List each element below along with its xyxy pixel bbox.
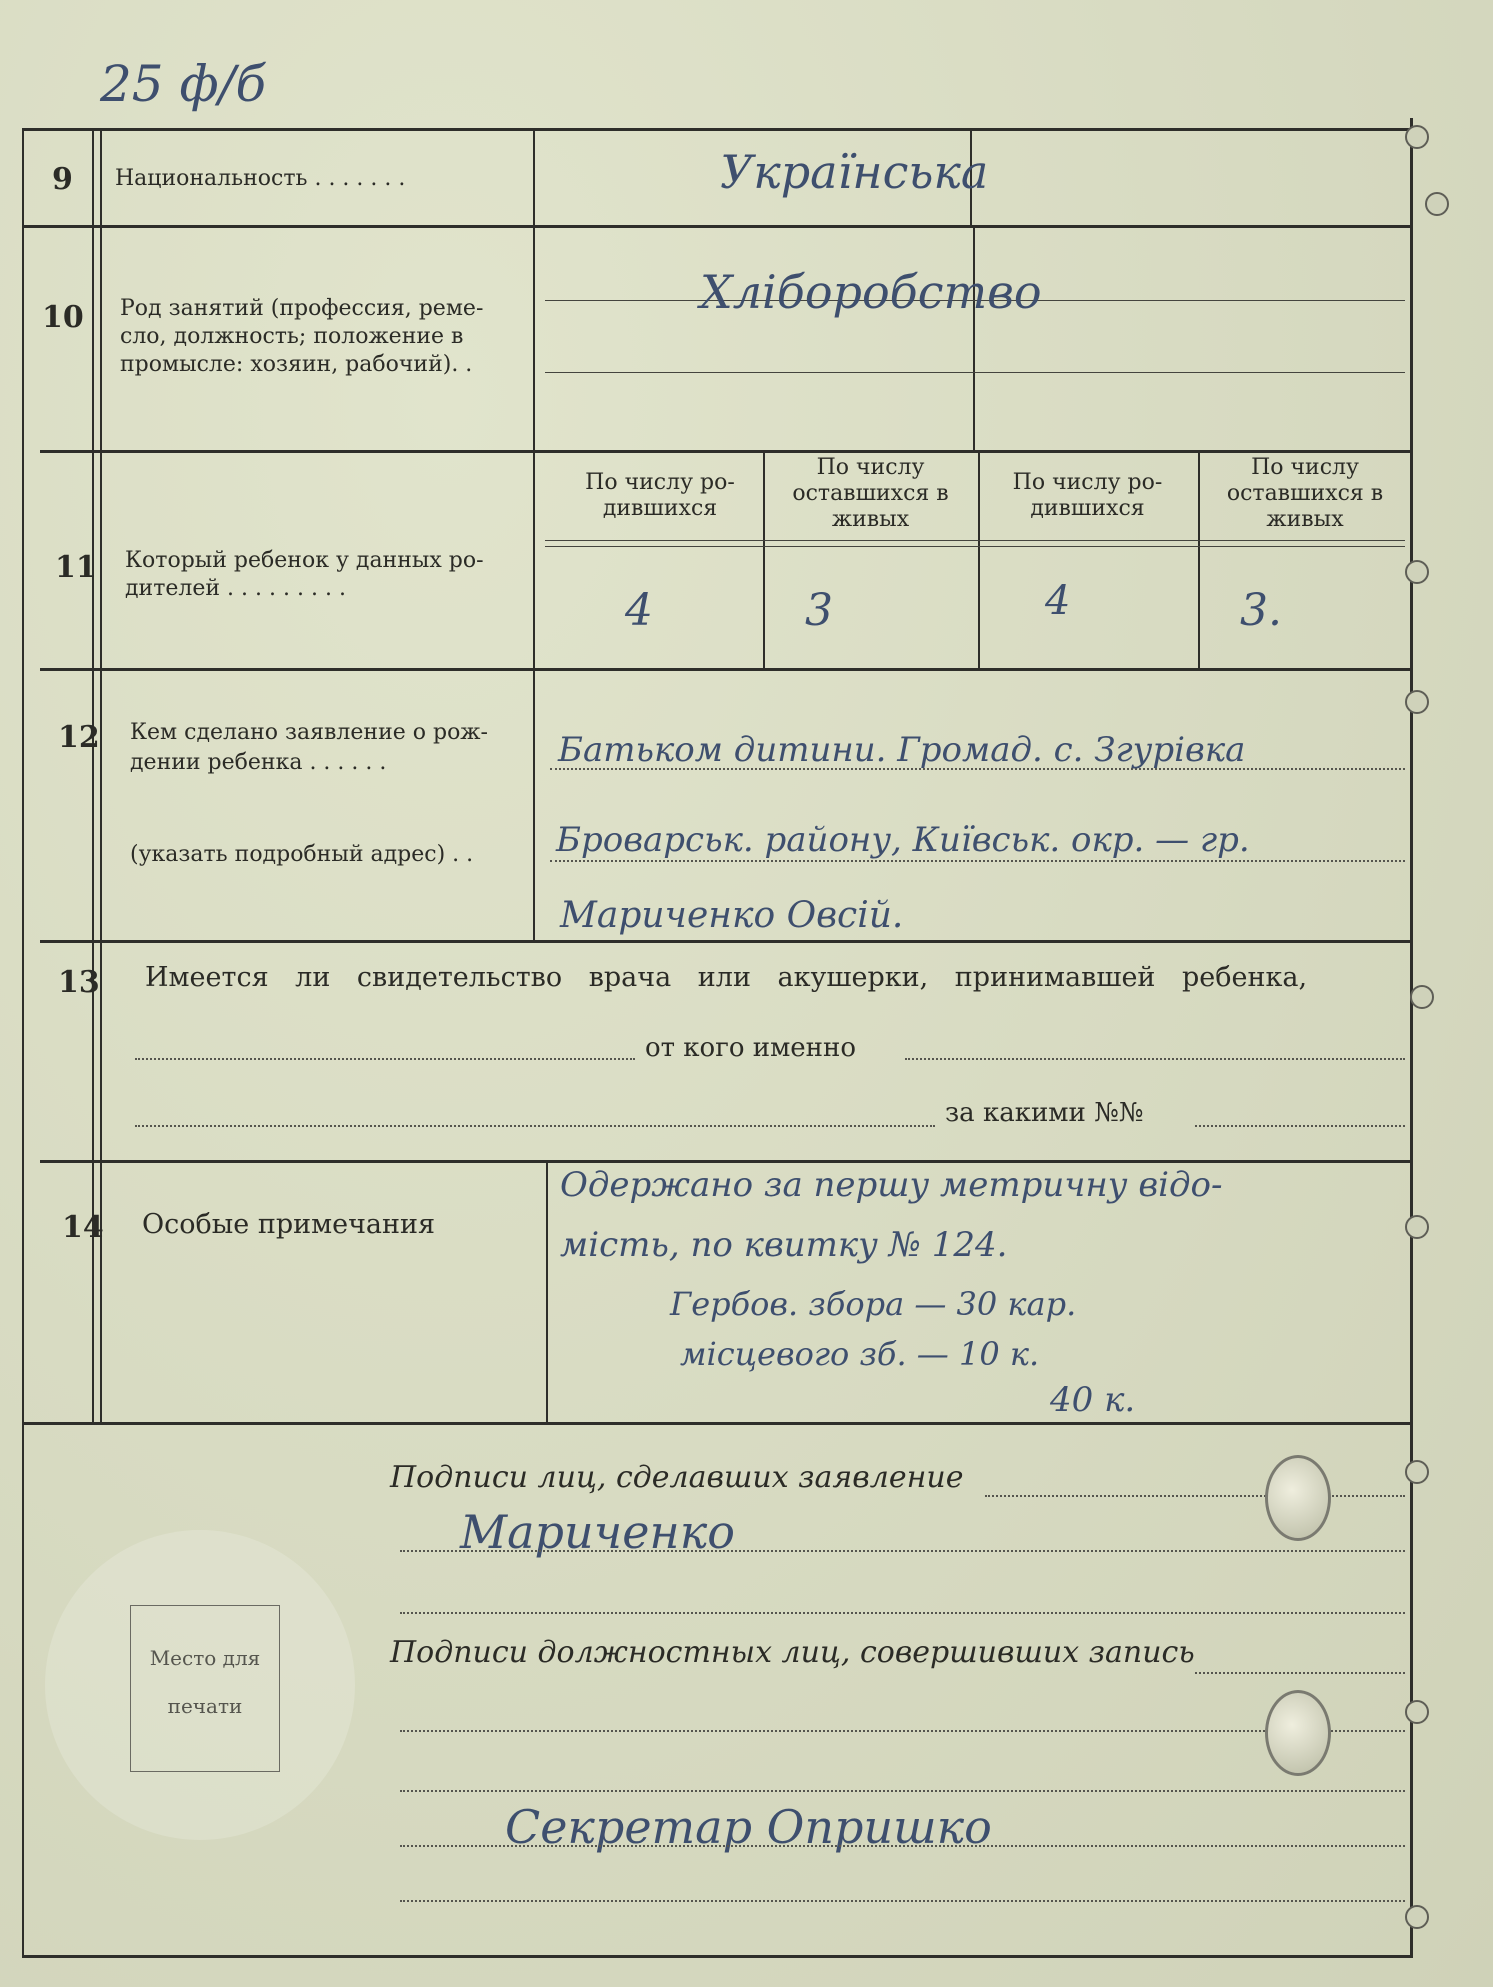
binding-seal xyxy=(1265,1455,1331,1541)
row-separator xyxy=(40,1160,1412,1163)
occupation-value: Хліборобство xyxy=(700,265,1042,319)
frame-top xyxy=(22,128,1412,131)
rule xyxy=(550,860,1405,862)
binding-ring xyxy=(1405,1460,1429,1484)
row-separator xyxy=(22,225,1412,228)
column-header: По числу ро- xyxy=(1012,470,1163,495)
page-number: 25 ф/б xyxy=(100,55,267,113)
binding-seal xyxy=(1265,1690,1331,1776)
surviving-count-value: 3 xyxy=(805,585,833,636)
label-col-line xyxy=(546,1160,548,1422)
note-line: Гербов. збора — 30 кар. xyxy=(670,1285,1077,1323)
binding-ring xyxy=(1405,1905,1429,1929)
rule xyxy=(135,1125,935,1127)
nationality-value: Українська xyxy=(720,145,989,199)
stamp-label: Место для xyxy=(149,1646,261,1670)
rule xyxy=(545,372,1405,373)
rule xyxy=(400,1550,1405,1552)
row-label-line: Который ребенок у данных ро- xyxy=(125,548,484,573)
binding-ring xyxy=(1405,125,1429,149)
binding-ring xyxy=(1405,1215,1429,1239)
rule xyxy=(400,1845,1405,1847)
row-label: Национальность . . . . . . . xyxy=(115,166,406,191)
row-label-line: Кем сделано заявление о рож- xyxy=(130,720,488,745)
row-label-line: дителей . . . . . . . . . xyxy=(125,576,346,601)
row-label-line: промысле: хозяин, рабочий). . xyxy=(120,352,473,377)
row-number: 12 xyxy=(58,720,100,755)
row-number: 14 xyxy=(62,1210,104,1245)
row-label-line: сло, должность; положение в xyxy=(120,324,464,349)
rule xyxy=(400,1730,1405,1732)
officials-signature-caption: Подписи должностных лиц, совершивших запись xyxy=(390,1635,1195,1670)
binding-ring xyxy=(1405,690,1429,714)
rule xyxy=(400,1612,1405,1614)
frame-left xyxy=(22,128,24,1955)
rule xyxy=(135,1058,635,1060)
row-label-line: Род занятий (профессия, реме- xyxy=(120,296,484,321)
applicant-signature-caption: Подписи лиц, сделавших заявление xyxy=(390,1460,964,1495)
binding-ring xyxy=(1425,192,1449,216)
row-label-note: (указать подробный адрес) . . xyxy=(130,842,474,867)
note-line: 40 к. xyxy=(1050,1380,1136,1420)
row-number: 9 xyxy=(52,162,73,197)
child-col-line xyxy=(1198,450,1200,668)
frame-bottom xyxy=(22,1955,1412,1958)
row-text: Имеется ли свидетельство врача или акушерки, принимавшей ребенка, xyxy=(145,962,1308,993)
label-col-line xyxy=(533,128,535,940)
applicant-line: Броварськ. району, Київськ. окр. — гр. xyxy=(556,820,1250,860)
row-separator xyxy=(40,450,1412,453)
stamp-place-box xyxy=(130,1605,280,1772)
value-split-line xyxy=(973,225,975,450)
binding-ring xyxy=(1405,1700,1429,1724)
column-header: живых xyxy=(1266,507,1344,532)
column-header: живых xyxy=(831,507,910,532)
rule xyxy=(545,546,1405,547)
row-number: 13 xyxy=(58,965,100,1000)
rule xyxy=(1195,1672,1405,1674)
born-count-value: 4 xyxy=(625,585,653,636)
rule xyxy=(985,1495,1405,1497)
child-col-line xyxy=(763,450,765,668)
row-label-line: дении ребенка . . . . . . xyxy=(130,750,387,775)
column-header: По числу ро- xyxy=(585,470,735,495)
column-header: дившихся xyxy=(602,496,718,521)
stamp-label: печати xyxy=(167,1694,243,1718)
note-line: Одержано за першу метричну відо- xyxy=(560,1165,1223,1205)
rule xyxy=(400,1900,1405,1902)
applicant-line: Мариченко Овсій. xyxy=(560,895,904,936)
row-separator xyxy=(22,1422,1412,1425)
row-separator xyxy=(40,940,1412,943)
column-header: дившихся xyxy=(1030,496,1145,521)
row-number: 11 xyxy=(55,550,97,585)
row-number: 10 xyxy=(42,300,84,335)
surviving-count-value: 3. xyxy=(1240,585,1282,636)
binding-ring xyxy=(1410,985,1434,1009)
official-signature: Секретар Опришко xyxy=(505,1800,992,1854)
frame-right xyxy=(1410,118,1413,1958)
row-text: от кого именно xyxy=(645,1033,856,1063)
column-header: оставшихся в xyxy=(1226,481,1384,506)
child-col-line xyxy=(978,450,980,668)
rule xyxy=(400,1790,1405,1792)
column-header: По числу xyxy=(1251,455,1359,480)
column-header: По числу xyxy=(816,455,925,480)
applicant-signature: Мариченко xyxy=(460,1505,735,1559)
rule xyxy=(905,1058,1405,1060)
rule xyxy=(545,540,1405,541)
applicant-line: Батьком дитини. Громад. с. Згурівка xyxy=(558,730,1246,770)
note-line: мість, по квитку № 124. xyxy=(560,1225,1008,1265)
rule xyxy=(1195,1125,1405,1127)
row-label: Особые примечания xyxy=(142,1209,436,1240)
column-header: оставшихся в xyxy=(792,481,949,506)
note-line: місцевого зб. — 10 к. xyxy=(680,1335,1040,1373)
born-count-value: 4 xyxy=(1045,578,1071,624)
row-text: за какими №№ xyxy=(945,1098,1144,1128)
row-separator xyxy=(40,668,1412,671)
binding-ring xyxy=(1405,560,1429,584)
